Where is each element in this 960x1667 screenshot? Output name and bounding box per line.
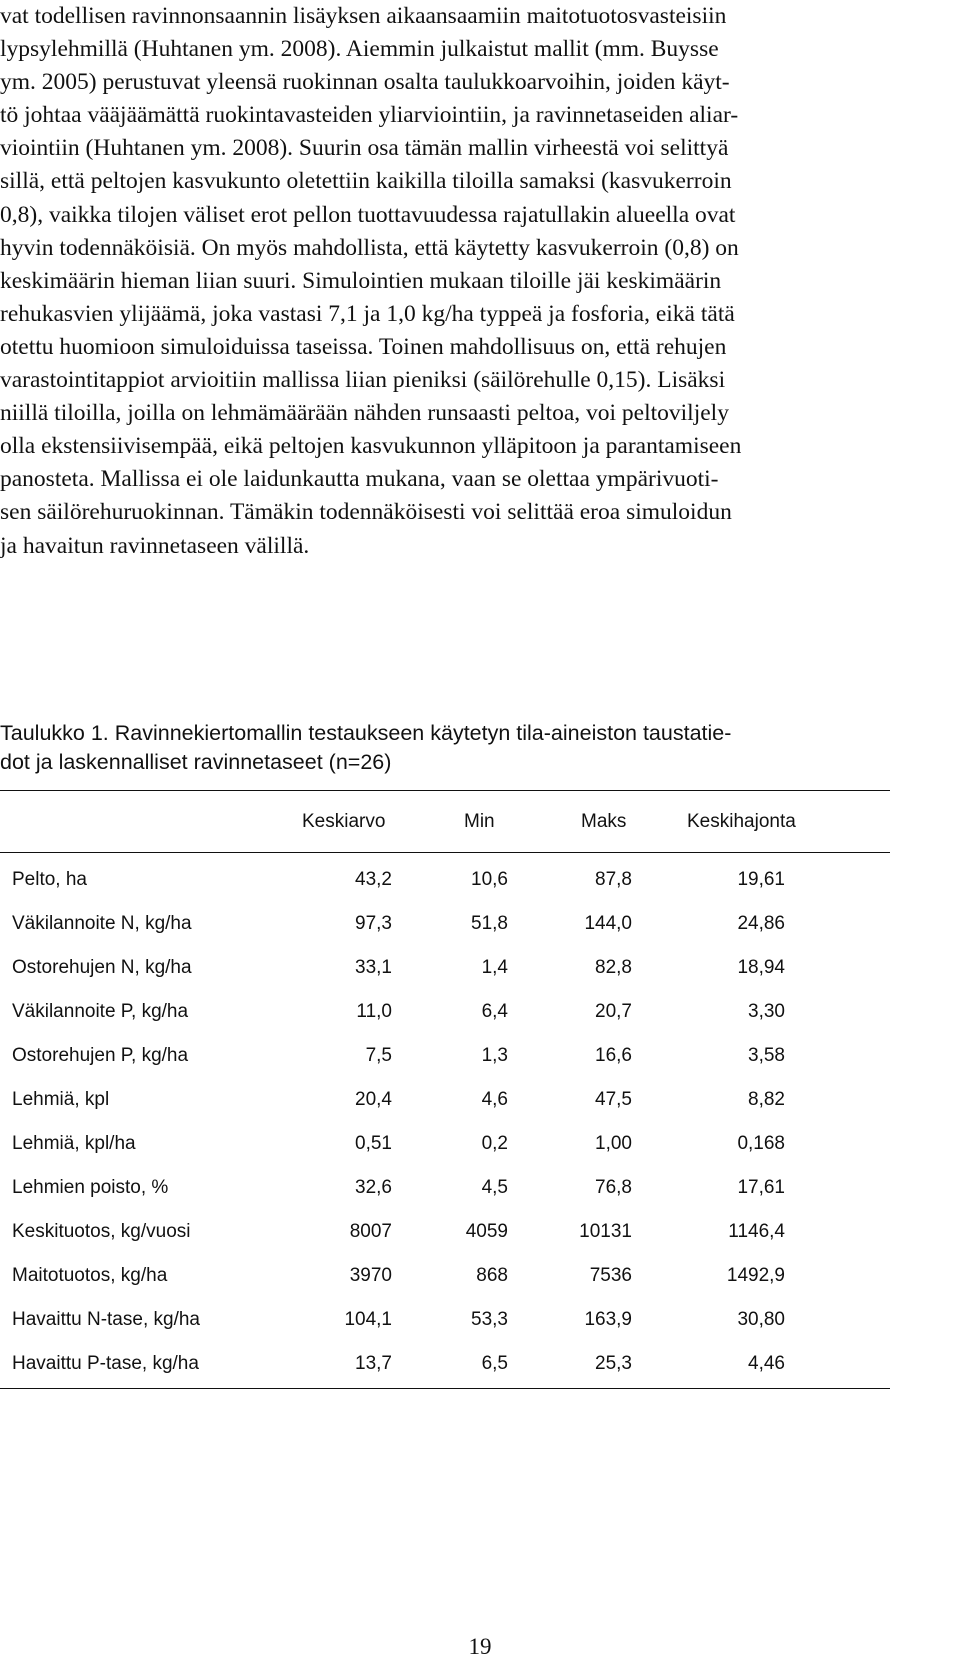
value-keskihajonta: 0,168	[737, 1133, 785, 1154]
value-keskihajonta: 4,46	[748, 1353, 785, 1374]
value-keskihajonta: 1146,4	[728, 1221, 785, 1242]
table-row	[0, 1176, 890, 1200]
header-maks: Maks	[581, 811, 627, 832]
value-keskiarvo: 3970	[349, 1265, 392, 1286]
value-min: 1,4	[481, 957, 508, 978]
value-maks: 16,6	[595, 1045, 632, 1066]
row-label: Lehmiä, kpl/ha	[12, 1133, 136, 1154]
value-maks: 7536	[589, 1265, 632, 1286]
row-label: Pelto, ha	[12, 869, 87, 890]
value-min: 6,4	[481, 1001, 508, 1022]
body-paragraph	[0, 0, 955, 563]
table-row	[0, 1308, 890, 1332]
value-keskiarvo: 20,4	[355, 1089, 392, 1110]
value-min: 868	[476, 1265, 508, 1286]
table-top-rule	[0, 790, 890, 791]
row-label: Maitotuotos, kg/ha	[12, 1265, 168, 1286]
body-line: varastointitappiot arvioitiin mallissa liian pieniksi (säilörehulle 0,15). Lisäksi	[0, 367, 726, 394]
value-keskihajonta: 8,82	[748, 1089, 785, 1110]
header-min: Min	[464, 811, 495, 832]
body-line: keskimäärin hieman liian suuri. Simulointien mukaan tiloille jäi keskimäärin	[0, 267, 722, 294]
body-line: ym. 2005) perustuvat yleensä ruokinnan osalta taulukkoarvoihin, joiden käyt-	[0, 69, 730, 96]
table-header-rule	[0, 852, 890, 853]
value-keskihajonta: 30,80	[737, 1309, 785, 1330]
header-keskiarvo: Keskiarvo	[302, 811, 386, 832]
value-min: 0,2	[481, 1133, 508, 1154]
value-min: 1,3	[481, 1045, 508, 1066]
body-line: 0,8), vaikka tilojen väliset erot pellon tuottavuudessa rajatullakin alueella ovat	[0, 201, 736, 228]
row-label: Keskituotos, kg/vuosi	[12, 1221, 191, 1242]
table-row	[0, 1044, 890, 1068]
row-label: Lehmiä, kpl	[12, 1089, 110, 1110]
table-row	[0, 1352, 890, 1376]
page-number: 19	[468, 1634, 492, 1659]
body-line: sen säilörehuruokinnan. Tämäkin todennäköisesti voi selittää eroa simuloidun	[0, 499, 732, 526]
header-keskihajonta: Keskihajonta	[687, 811, 796, 832]
value-maks: 87,8	[595, 869, 632, 890]
caption-line: dot ja laskennalliset ravinnetaseet (n=26)	[0, 750, 392, 774]
row-label: Väkilannoite N, kg/ha	[12, 913, 192, 934]
body-line: niillä tiloilla, joilla on lehmämäärään nähden runsaasti peltoa, voi peltoviljely	[0, 400, 729, 427]
table-row	[0, 1088, 890, 1112]
body-line: panosteta. Mallissa ei ole laidunkautta mukana, vaan se olettaa ympärivuoti-	[0, 466, 719, 493]
value-min: 51,8	[471, 913, 508, 934]
value-keskihajonta: 19,61	[737, 869, 785, 890]
value-keskiarvo: 11,0	[356, 1001, 392, 1022]
value-keskihajonta: 18,94	[737, 957, 785, 978]
table-row	[0, 1264, 890, 1288]
value-keskiarvo: 32,6	[355, 1177, 392, 1198]
table-row	[0, 956, 890, 980]
value-keskiarvo: 97,3	[355, 913, 392, 934]
value-keskihajonta: 3,58	[748, 1045, 785, 1066]
value-keskiarvo: 0,51	[355, 1133, 392, 1154]
value-keskiarvo: 104,1	[344, 1309, 392, 1330]
value-maks: 163,9	[584, 1309, 632, 1330]
body-line: ja havaitun ravinnetaseen välillä.	[0, 532, 310, 559]
value-maks: 20,7	[595, 1001, 632, 1022]
body-line: viointiin (Huhtanen ym. 2008). Suurin osa tämän mallin virheestä voi selittyä	[0, 135, 729, 162]
row-label: Havaittu P-tase, kg/ha	[12, 1353, 199, 1374]
table-row	[0, 1132, 890, 1156]
value-keskiarvo: 33,1	[355, 957, 392, 978]
value-min: 4059	[465, 1221, 508, 1242]
value-keskiarvo: 13,7	[355, 1353, 392, 1374]
value-maks: 1,00	[595, 1133, 632, 1154]
table-row	[0, 912, 890, 936]
row-label: Havaittu N-tase, kg/ha	[12, 1309, 200, 1330]
table-bottom-rule	[0, 1388, 890, 1389]
value-maks: 144,0	[584, 913, 632, 934]
value-keskihajonta: 3,30	[748, 1001, 785, 1022]
body-line: vat todellisen ravinnonsaannin lisäyksen aikaansaamiin maitotuotosvasteisiin	[0, 3, 727, 29]
row-label: Ostorehujen N, kg/ha	[12, 957, 192, 978]
value-min: 4,6	[481, 1089, 508, 1110]
value-maks: 82,8	[595, 957, 632, 978]
value-min: 6,5	[481, 1353, 508, 1374]
table-row	[0, 1000, 890, 1024]
body-line: sillä, että peltojen kasvukunto oletettiin kaikilla tiloilla samaksi (kasvukerroin	[0, 168, 732, 195]
value-maks: 47,5	[595, 1089, 632, 1110]
body-line: tö johtaa vääjäämättä ruokintavasteiden yliarviointiin, ja ravinnetaseiden aliar-	[0, 102, 739, 129]
value-keskihajonta: 1492,9	[726, 1265, 785, 1286]
value-maks: 10131	[579, 1221, 632, 1242]
body-line: otettu huomioon simuloiduissa taseissa. Toinen mahdollisuus on, että rehujen	[0, 333, 727, 360]
row-label: Ostorehujen P, kg/ha	[12, 1045, 189, 1066]
body-line: hyvin todennäköisiä. On myös mahdollista, että käytetty kasvukerroin (0,8) on	[0, 234, 739, 261]
value-maks: 25,3	[595, 1353, 632, 1374]
table-row	[0, 1220, 890, 1244]
value-maks: 76,8	[595, 1177, 632, 1198]
value-keskiarvo: 43,2	[355, 869, 392, 890]
body-line: olla ekstensiivisempää, eikä peltojen kasvukunnon ylläpitoon ja parantamiseen	[0, 433, 742, 460]
body-line: lypsylehmillä (Huhtanen ym. 2008). Aiemmin julkaistut mallit (mm. Buysse	[0, 36, 719, 63]
value-min: 10,6	[471, 869, 508, 890]
row-label: Väkilannoite P, kg/ha	[12, 1001, 189, 1022]
table-caption	[0, 719, 955, 777]
value-keskiarvo: 8007	[349, 1221, 392, 1242]
row-label: Lehmien poisto, %	[12, 1177, 169, 1198]
value-min: 53,3	[471, 1309, 508, 1330]
value-keskihajonta: 17,61	[737, 1177, 785, 1198]
caption-line: Taulukko 1. Ravinnekiertomallin testaukseen käytetyn tila-aineiston taustatie-	[0, 721, 732, 745]
body-line: rehukasvien ylijäämä, joka vastasi 7,1 ja 1,0 kg/ha typpeä ja fosforia, eikä tätä	[0, 300, 735, 327]
value-keskihajonta: 24,86	[737, 913, 785, 934]
value-min: 4,5	[481, 1177, 508, 1198]
value-keskiarvo: 7,5	[365, 1045, 392, 1066]
table-row	[0, 868, 890, 892]
